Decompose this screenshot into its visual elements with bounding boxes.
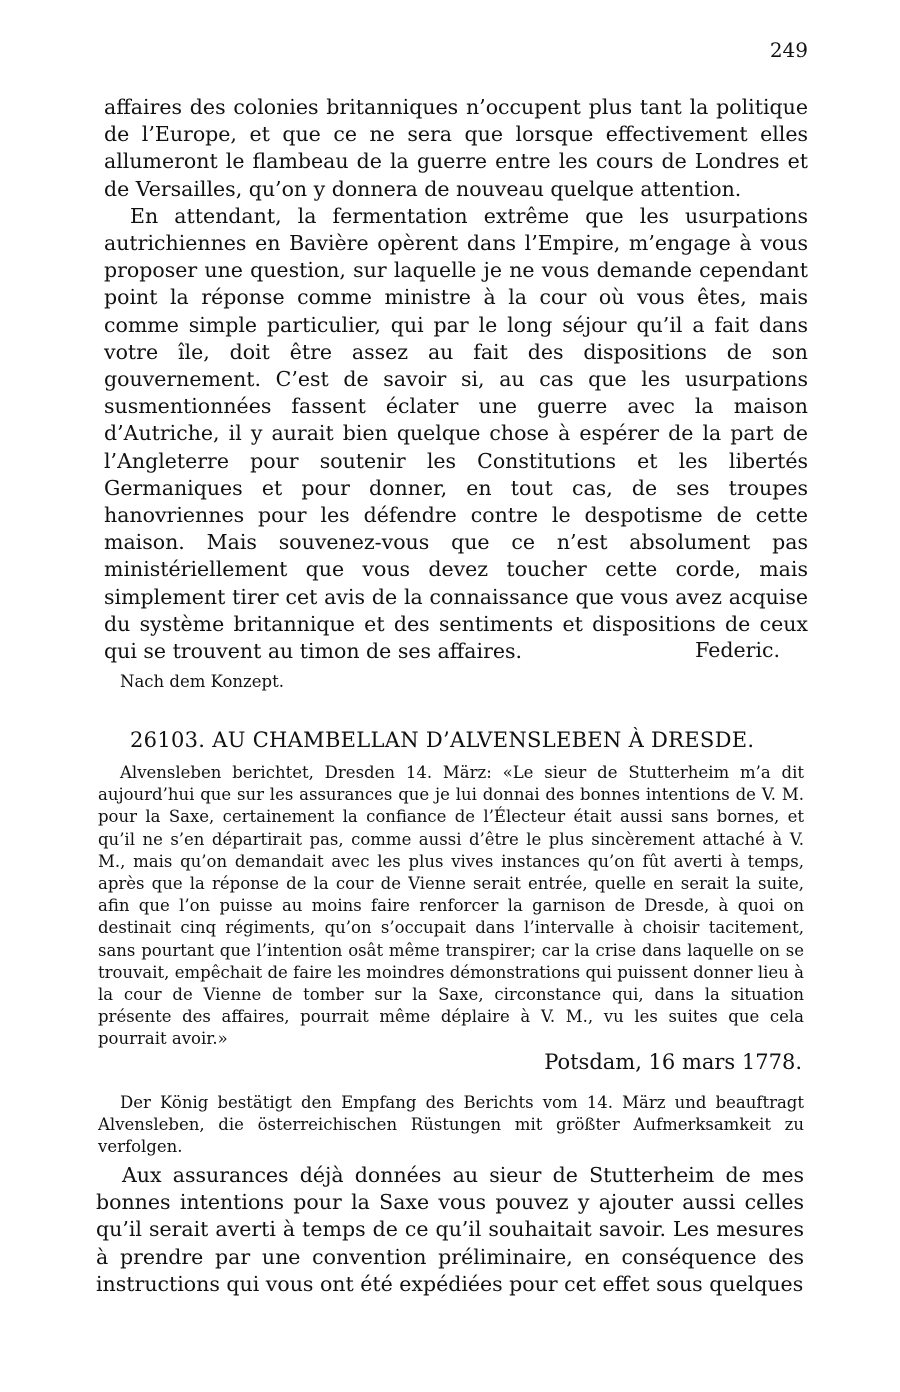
letter-body xyxy=(104,94,808,665)
page-number: 249 xyxy=(769,38,808,62)
reply-summary: Der König bestätigt den Empfang des Berichts vom 14. März und beauftragt Alvensleben, die österreichischen Rüstungen mit größter Aufmerksamkeit zu verfolgen. xyxy=(98,1093,804,1157)
source-note: Nach dem Konzept. xyxy=(120,672,284,691)
signature: Federic. xyxy=(695,638,780,662)
closing-text-block xyxy=(96,1162,804,1298)
document-heading: 26103. AU CHAMBELLAN D’ALVENSLEBEN À DRESDE. xyxy=(130,728,755,752)
letter-paragraph-2: En attendant, la fermentation extrême que les usurpations autrichiennes en Bavière opèrent dans l’Empire, m’engage à vous proposer une question, sur laquelle je ne vous demande cependant point la réponse comme ministre à la cour où vous êtes, mais comme simple particulier, qui par le long séjour qu’il a fait dans votre île, doit être assez au fait des dispositions de son gouvernement. C’est de savoir si, au cas que les usurpations susmentionnées fassent éclater une guerre avec la maison d’Autriche, il y aurait bien quelque chose à espérer de la part de l’Angleterre pour soutenir les Constitutions et les libertés Germaniques et pour donner, en tout cas, de ses troupes hanovriennes pour les défendre contre le despotisme de cette maison. Mais souvenez-vous que ce n’est absolument pas ministériellement que vous devez toucher cette corde, mais simplement tirer cet avis de la connaissance que vous avez acquise du système britannique et des sentiments et dispositions de ceux qui se trouvent au timon de ses affaires. xyxy=(104,203,808,664)
letter-paragraph-1: affaires des colonies britanniques n’occupent plus tant la politique de l’Europe, et que ce ne sera que lorsque effectivement elles allumeront le flambeau de la guerre entre les cours de Londres et de Versailles, qu’on y donnera de nouveau quelque attention. xyxy=(104,95,808,201)
report-summary: Alvensleben berichtet, Dresden 14. März: «Le sieur de Stutterheim m’a dit aujourd’hui que sur les assurances que je lui donnai des bonnes intentions de V. M. pour la Saxe, certainement la confiance de l’Électeur était aussi sans bornes, et qu’il ne s’en départirait pas, comme aussi d’être le plus sincèrement attaché à V. M., mais qu’on demandait avec les plus vives instances qu’on fût averti à temps, après que la réponse de la cour de Vienne serait entrée, quelle en serait la suite, afin que l’on puisse au moins faire renforcer la garnison de Dresde, à quoi on destinait cinq régiments, qu’on s’occupait dans l’intervalle à choisir tacitement, sans pourtant que l’intention osât même transpirer; car la crise dans laquelle on se trouvait, empêchait de faire les moindres démonstrations qui puissent donner lieu à la cour de Vienne de tomber sur la Saxe, circonstance qui, dans la situation présente des affaires, pourrait même déplaire à V. M., vu les suites que cela pourrait avoir.» xyxy=(98,763,804,1049)
dateline: Potsdam, 16 mars 1778. xyxy=(544,1050,802,1074)
closing-paragraph: Aux assurances déjà données au sieur de Stutterheim de mes bonnes intentions pour la Saxe vous pouvez y ajouter aussi celles qu’il serait averti à temps de ce qu’il souhaitait savoir. Les mesures à prendre par une convention préliminaire, en conséquence des instructions qui vous ont été expédiées pour cet effet sous quelques xyxy=(96,1163,804,1296)
